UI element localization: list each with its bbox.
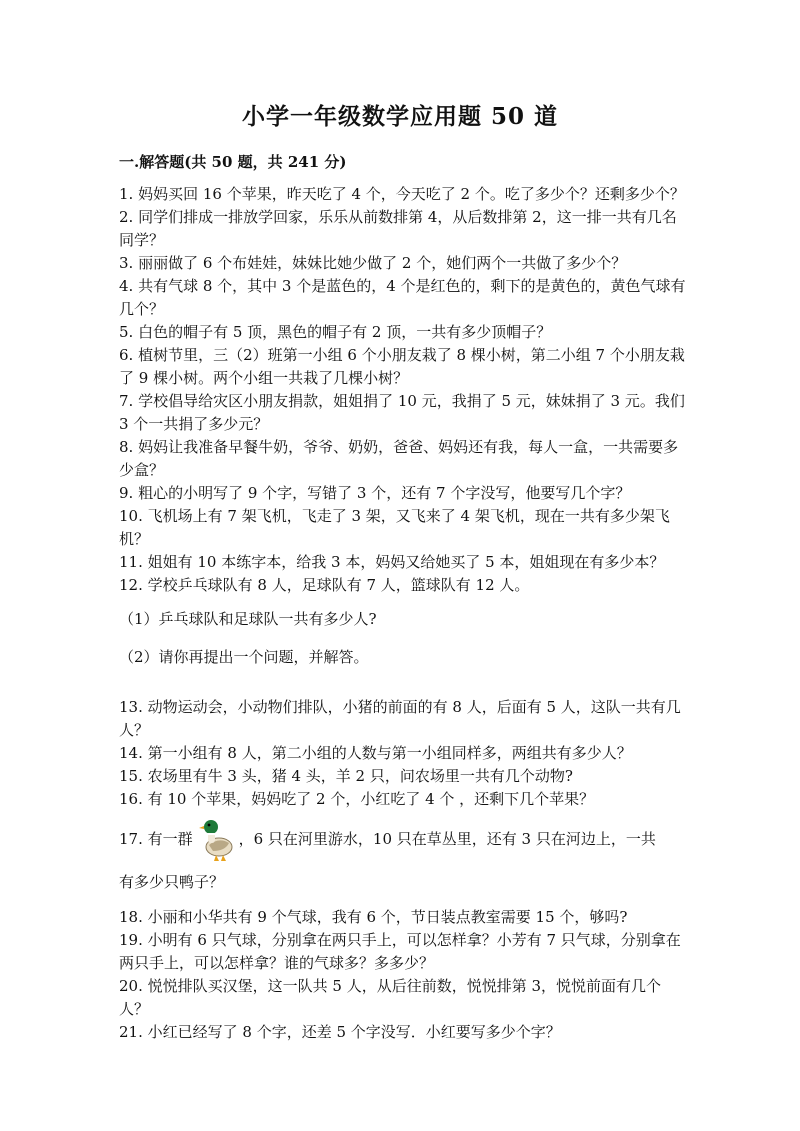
question-15: 15. 农场里有牛 3 头，猪 4 头，羊 2 只，问农场里一共有几个动物?	[119, 767, 573, 785]
question-6: 6. 植树节里，三（2）班第一小组 6 个小朋友栽了 8 棵小树，第二小组 7 个小朋友栽了 9 棵小树。两个小组一共栽了几棵小树？	[119, 346, 685, 387]
duck-icon	[199, 815, 235, 863]
question-1: 1. 妈妈买回 16 个苹果，昨天吃了 4 个，今天吃了 2 个。吃了多少个？还剩多少个？	[119, 185, 685, 203]
question-11: 11. 姐姐有 10 本练字本，给我 3 本，妈妈又给她买了 5 本，姐姐现在有多少本？	[119, 553, 665, 571]
question-list	[119, 183, 687, 1044]
question-10: 10. 飞机场上有 7 架飞机，飞走了 3 架，又飞来了 4 架飞机，现在一共有多少架飞机？	[119, 507, 670, 548]
spacer	[119, 684, 687, 696]
question-18: 18. 小丽和小华共有 9 个气球，我有 6 个，节日装点教室需要 15 个，够吗?	[119, 908, 628, 926]
section-heading: 一.解答题(共 50 题，共 241 分)	[119, 153, 347, 171]
question-19: 19. 小明有 6 只气球，分别拿在两只手上，可以怎样拿？小芳有 7 只气球，分别拿在两只手上，可以怎样拿？谁的气球多？多多少？	[119, 931, 681, 972]
question-4: 4. 共有气球 8 个，其中 3 个是蓝色的，4 个是红色的，剩下的是黄色的，黄色气球有几个？	[119, 277, 686, 318]
question-12-part-2: （2）请你再提出一个问题，并解答。	[119, 648, 369, 666]
question-20: 20. 悦悦排队买汉堡，这一队共 5 人，从后往前数，悦悦排第 3，悦悦前面有几个人？	[119, 977, 662, 1018]
question-17-start: 17. 有一群	[119, 829, 193, 848]
page-title: 小学一年级数学应用题 50 道	[241, 103, 559, 130]
question-8: 8. 妈妈让我准备早餐牛奶，爷爷、奶奶，爸爸、妈妈还有我，每人一盒，一共需要多少盒？	[119, 438, 679, 479]
question-16: 16. 有 10 个苹果，妈妈吃了 2 个，小红吃了 4 个 ，还剩下几个苹果？	[119, 790, 595, 808]
question-13: 13. 动物运动会，小动物们排队，小猪的前面的有 8 人，后面有 5 人，这队一共有几人？	[119, 698, 681, 739]
question-17	[119, 813, 687, 865]
question-9: 9. 粗心的小明写了 9 个字，写错了 3 个，还有 7 个字没写，他要写几个字？	[119, 484, 631, 502]
question-2: 2. 同学们排成一排放学回家，乐乐从前数排第 4，从后数排第 2，这一排一共有几名同学？	[119, 208, 677, 249]
question-17-end: ，6 只在河里游水，10 只在草丛里，还有 3 只在河边上，一共	[238, 829, 656, 848]
question-7: 7. 学校倡导给灾区小朋友捐款，姐姐捐了 10 元，我捐了 5 元，妹妹捐了 3 元。我们 3 个一共捐了多少元？	[119, 392, 685, 433]
question-12-part-1: （1）乒乓球队和足球队一共有多少人?	[119, 610, 377, 628]
question-3: 3. 丽丽做了 6 个布娃娃，妹妹比她少做了 2 个，她们两个一共做了多少个？	[119, 254, 627, 272]
question-21: 21. 小红已经写了 8 个字，还差 5 个字没写．小红要写多少个字？	[119, 1023, 561, 1041]
spacer	[119, 894, 687, 906]
question-14: 14. 第一小组有 8 人，第二小组的人数与第一小组同样多，两组共有多少人？	[119, 744, 632, 762]
question-17-continuation: 有多少只鸭子？	[119, 873, 225, 891]
question-12: 12. 学校乒乓球队有 8 人，足球队有 7 人，篮球队有 12 人。	[119, 576, 530, 594]
question-5: 5. 白色的帽子有 5 顶，黑色的帽子有 2 顶，一共有多少顶帽子？	[119, 323, 552, 341]
